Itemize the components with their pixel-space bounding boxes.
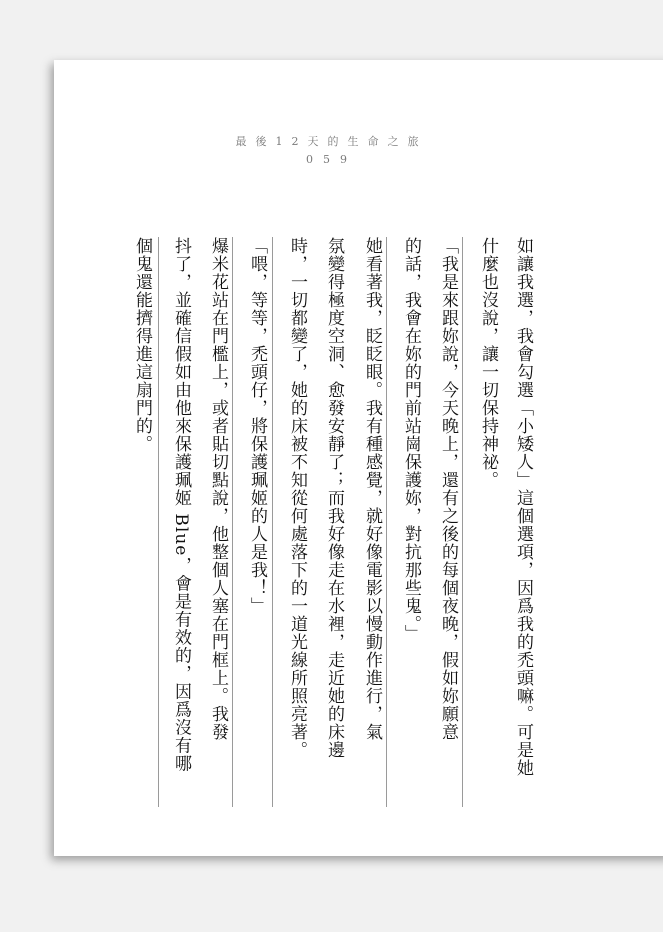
column-rule (386, 237, 387, 807)
text-column-11: 個鬼還能擠得進這扇門的。 (132, 237, 152, 453)
column-rule (232, 237, 233, 807)
text-column-8: 「喂，等等，禿頭仔，將保護珮姬的人是我！」 (247, 237, 267, 615)
text-column-10: 抖了，並確信假如由他來保護珮姬 Blue，會是有效的，因爲沒有哪 (171, 237, 191, 773)
text-column-3: 「我是來跟妳說，今天晚上，還有之後的每個夜晚，假如妳願意 (438, 237, 458, 741)
column-rule (158, 237, 159, 807)
text-column-4: 的話，我會在妳的門前站崗保護妳，對抗那些鬼。」 (401, 237, 421, 643)
text-column-2: 什麼也沒說，讓一切保持神祕。 (478, 237, 498, 489)
running-header-title: 最後12天的生命之旅 (235, 135, 428, 148)
page-number: 059 (306, 153, 357, 166)
text-column-7: 時，一切都變了，她的床被不知從何處落下的一道光線所照亮著。 (287, 237, 307, 759)
text-column-6: 氛變得極度空洞、愈發安靜了；而我好像走在水裡，走近她的床邊 (324, 237, 344, 759)
book-page (54, 60, 663, 856)
text-column-1: 如讓我選，我會勾選「小矮人」這個選項，因爲我的禿頭嘛。可是她 (513, 237, 533, 777)
text-column-5: 她看著我，眨眨眼。我有種感覺，就好像電影以慢動作進行，氣 (362, 237, 382, 741)
column-rule (462, 237, 463, 807)
column-rule (272, 237, 273, 807)
text-column-9: 爆米花站在門檻上，或者貼切點說，他整個人塞在門框上。我發 (208, 237, 228, 741)
